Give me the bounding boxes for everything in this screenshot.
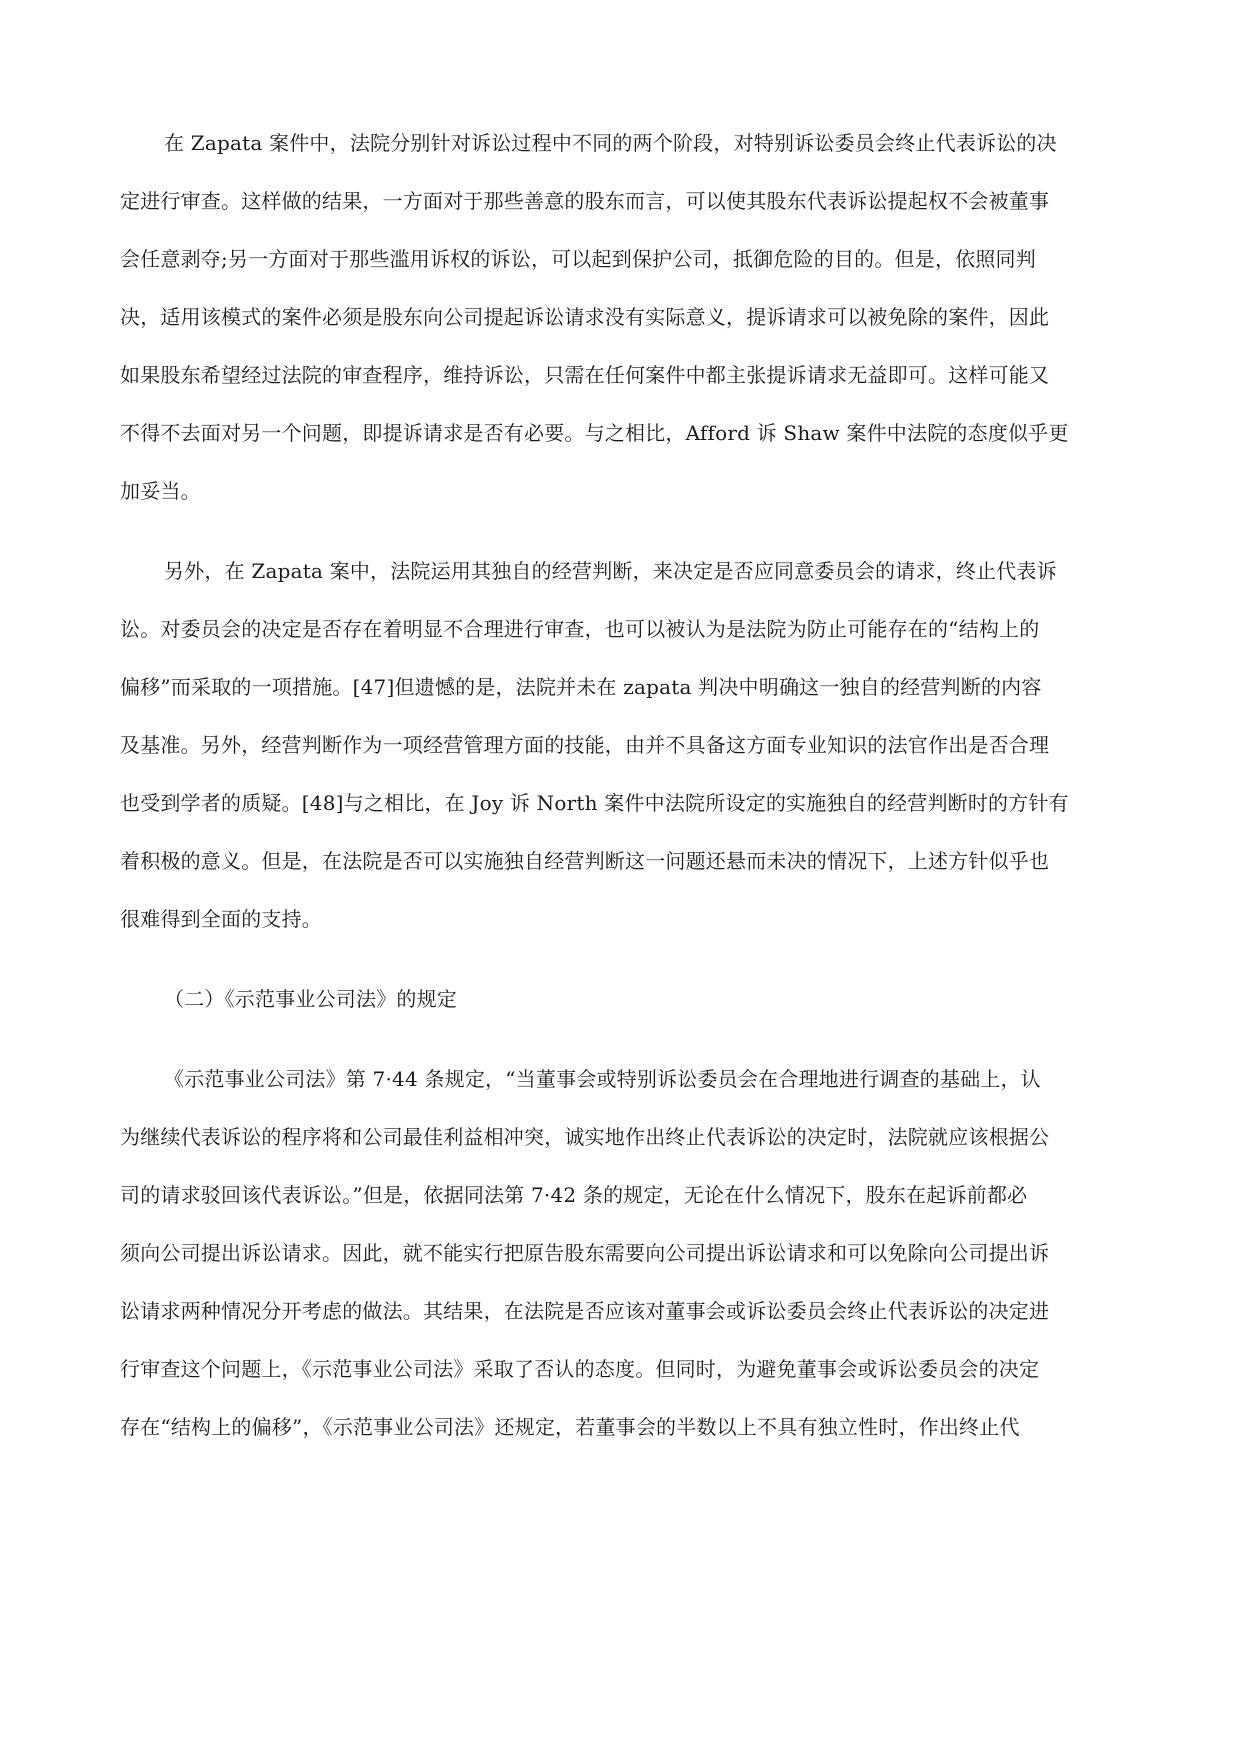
- paragraph-line: 讼。对委员会的决定是否存在着明显不合理进行审查，也可以被认为是法院为防止可能存在的“结构上的: [120, 617, 1040, 641]
- paragraph-line: 会任意剥夺;另一方面对于那些滥用诉权的诉讼，可以起到保护公司，抵御危险的目的。但是，依照同判: [120, 247, 1036, 271]
- paragraph-line: 加妥当。: [120, 479, 201, 503]
- paragraph-line: 决，适用该模式的案件必须是股东向公司提起诉讼请求没有实际意义，提诉请求可以被免除的案件，因此: [120, 305, 1050, 329]
- paragraph-line: 存在“结构上的偏移”，《示范事业公司法》还规定，若董事会的半数以上不具有独立性时，作出终止代: [120, 1415, 1020, 1439]
- paragraph-line: 及基准。另外，经营判断作为一项经营管理方面的技能，由并不具备这方面专业知识的法官作出是否合理: [120, 733, 1050, 757]
- paragraph-line: 定进行审查。这样做的结果，一方面对于那些善意的股东而言，可以使其股东代表诉讼提起权不会被董事: [120, 189, 1050, 213]
- paragraph-line: 须向公司提出诉讼请求。因此，就不能实行把原告股东需要向公司提出诉讼请求和可以免除向公司提出诉: [120, 1241, 1050, 1265]
- paragraph-line: 为继续代表诉讼的程序将和公司最佳利益相冲突，诚实地作出终止代表诉讼的决定时，法院就应该根据公: [120, 1125, 1050, 1149]
- section-heading: （二）《示范事业公司法》的规定: [164, 987, 457, 1011]
- paragraph-line: 如果股东希望经过法院的审查程序，维持诉讼，只需在任何案件中都主张提诉请求无益即可。这样可能又: [120, 363, 1050, 387]
- paragraph-line: 偏移”而采取的一项措施。[47]但遗憾的是，法院并未在 zapata 判决中明确这一独自的经营判断的内容: [120, 675, 1042, 699]
- paragraph-line: 在 Zapata 案件中，法院分别针对诉讼过程中不同的两个阶段，对特别诉讼委员会终止代表诉讼的决: [164, 131, 1057, 155]
- paragraph-line: 也受到学者的质疑。[48]与之相比，在 Joy 诉 North 案件中法院所设定的实施独自的经营判断时的方针有: [120, 791, 1069, 815]
- paragraph-line: 不得不去面对另一个问题，即提诉请求是否有必要。与之相比，Afford 诉 Shaw 案件中法院的态度似乎更: [120, 421, 1069, 445]
- paragraph-line: 行审查这个问题上，《示范事业公司法》采取了否认的态度。但同时，为避免董事会或诉讼委员会的决定: [120, 1357, 1040, 1381]
- paragraph-line: 司的请求驳回该代表诉讼。”但是，依据同法第 7·42 条的规定，无论在什么情况下，股东在起诉前都必: [120, 1183, 1028, 1207]
- paragraph-line: 着积极的意义。但是，在法院是否可以实施独自经营判断这一问题还悬而未决的情况下，上述方针似乎也: [120, 849, 1050, 873]
- paragraph-line: 《示范事业公司法》第 7·44 条规定，“当董事会或特别诉讼委员会在合理地进行调查的基础上，认: [164, 1067, 1041, 1091]
- paragraph-line: 讼请求两种情况分开考虑的做法。其结果，在法院是否应该对董事会或诉讼委员会终止代表诉讼的决定进: [120, 1299, 1050, 1323]
- paragraph-line: 很难得到全面的支持。: [120, 907, 322, 931]
- paragraph-line: 另外，在 Zapata 案中，法院运用其独自的经营判断，来决定是否应同意委员会的请求，终止代表诉: [164, 559, 1057, 583]
